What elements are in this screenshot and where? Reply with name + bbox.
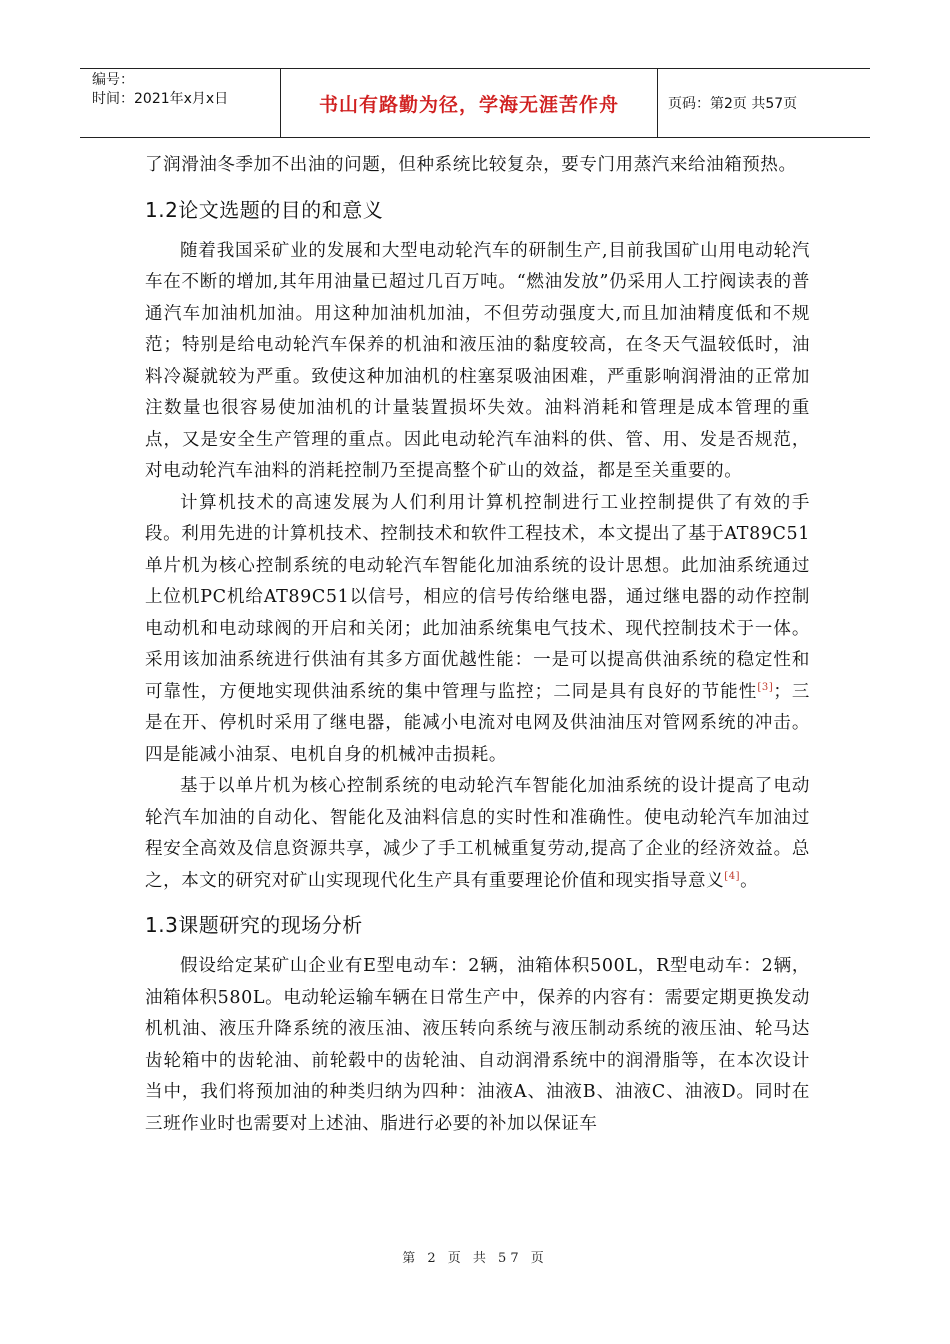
doc-date: 时间：2021年x月x日: [92, 91, 229, 107]
paragraph-text: 。: [740, 870, 759, 891]
paragraph-text: 基于以单片机为核心控制系统的电动轮汽车智能化加油系统的设计提高了电动轮汽车加油的自动化、智能化及油料信息的实时性和准确性。使电动轮汽车加油过程安全高效及信息资源共享，减少了手工机械重复劳动,提高了企业的经济效益。总之，本文的研究对矿山实现现代化生产具有重要理论价值和现实指导意义: [145, 776, 810, 891]
paragraph-significance: [145, 771, 810, 897]
page-footer: 第 2 页 共 57 页: [402, 1251, 548, 1266]
header-motto: 书山有路勤为径，学海无涯苦作舟: [280, 69, 658, 137]
section-heading-1-2: 1.2论文选题的目的和意义: [145, 197, 384, 222]
section-heading-1-3: 1.3课题研究的现场分析: [145, 913, 363, 937]
paragraph-site-analysis: 假设给定某矿山企业有E型电动车：2辆，油箱体积500L，R型电动车：2辆，油箱体积580L。电动轮运输车辆在日常生产中，保养的内容有：需要定期更换发动机机油、液压升降系统的液压油、液压转向系统与液压制动系统的液压油、轮马达齿轮箱中的齿轮油、前轮毂中的齿轮油、自动润滑系统中的润滑脂等，在本次设计当中，我们将预加油的种类归纳为四种：油液A、油液B、油液C、油液D。同时在三班作业时也需要对上述油、脂进行必要的补加以保证车: [145, 956, 810, 1134]
citation-3[interactable]: [3]: [757, 681, 774, 693]
document-body: [145, 150, 810, 1140]
header-meta: [80, 69, 280, 137]
paragraph-purpose: 随着我国采矿业的发展和大型电动轮汽车的研制生产,目前我国矿山用电动轮汽车在不断的增加,其年用油量已超过几百万吨。“燃油发放”仍采用人工拧阀读表的普通汽车加油机加油。用这种加油机加油，不但劳动强度大,而且加油精度低和不规范；特别是给电动轮汽车保养的机油和液压油的黏度较高，在冬天气温较低时，油料冷凝就较为严重。致使这种加油机的柱塞泵吸油困难，严重影响润滑油的正常加注数量也很容易使加油机的计量装置损坏失效。油料消耗和管理是成本管理的重点，又是安全生产管理的重点。因此电动轮汽车油料的供、管、用、发是否规范，对电动轮汽车油料的消耗控制乃至提高整个矿山的效益，都是至关重要的。: [145, 240, 810, 481]
paragraph-text: ；三是在开、停机时采用了继电器，能减小电流对电网及供油油压对管网系统的冲击。四是能减小油泵、电机自身的机械冲击损耗。: [145, 681, 810, 765]
paragraph-text: 计算机技术的高速发展为人们利用计算机控制进行工业控制提供了有效的手段。利用先进的计算机技术、控制技术和软件工程技术，本文提出了基于AT89C51单片机为核心控制系统的电动轮汽车智能化加油系统的设计思想。此加油系统通过上位机PC机给AT89C51以信号，相应的信号传给继电器，通过继电器的动作控制电动机和电动球阀的开启和关闭；此加油系统集电气技术、现代控制技术于一体。采用该加油系统进行供油有其多方面优越性能：一是可以提高供油系统的稳定性和可靠性，方便地实现供油系统的集中管理与监控；二同是具有良好的节能性: [145, 492, 810, 702]
paragraph-continued: 了润滑油冬季加不出油的问题，但种系统比较复杂，要专门用蒸汽来给油箱预热。: [145, 155, 797, 175]
header-page-info: 页码：第2页 共57页: [668, 96, 798, 112]
page-header: [80, 68, 870, 138]
citation-4[interactable]: [4]: [724, 870, 741, 882]
doc-number-label: 编号：: [92, 72, 134, 88]
paragraph-computer-tech: [145, 488, 810, 772]
